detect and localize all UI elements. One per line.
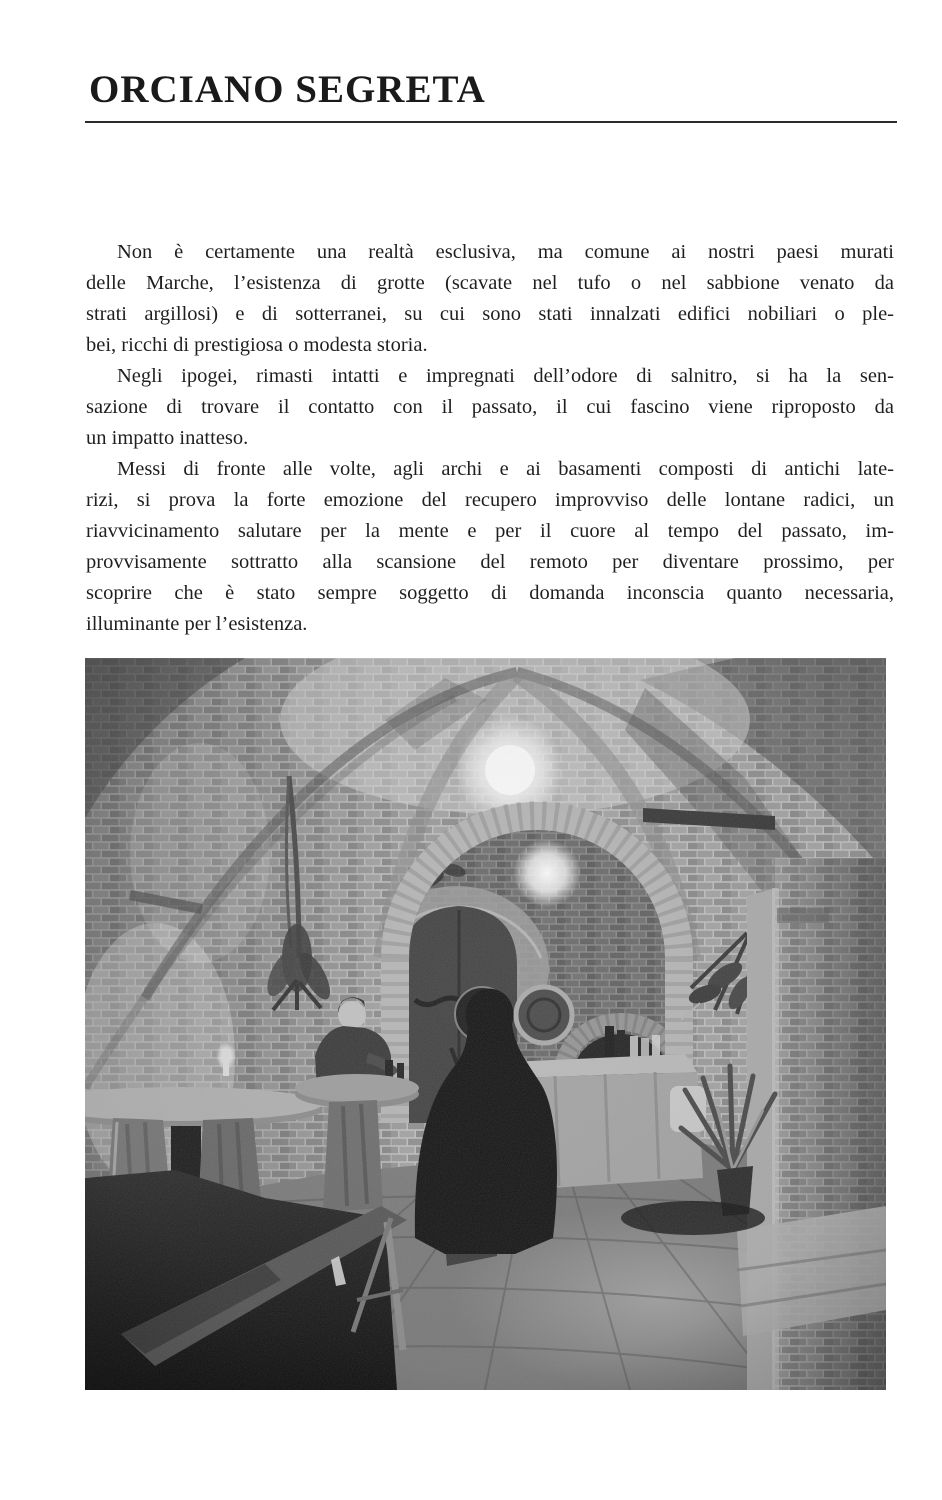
cellar-photo — [85, 658, 886, 1390]
vignette — [85, 658, 886, 1390]
text-line: un impatto inatteso. — [86, 427, 249, 449]
text-line: rizi, si prova la forte emozione del recupero improvviso delle lontane radici, un — [86, 489, 894, 511]
paragraph — [86, 454, 894, 640]
text-line: Non è certamente una realtà esclusiva, ma comune ai nostri paesi murati — [117, 241, 894, 263]
text-line: strati argillosi) e di sotterranei, su cui sono stati innalzati edifici nobiliari o ple- — [86, 303, 894, 325]
text-line: sazione di trovare il contatto con il passato, il cui fascino viene riproposto da — [86, 396, 894, 418]
title-block — [85, 68, 897, 123]
text-line: illuminante per l’esistenza. — [86, 613, 308, 635]
cellar-photo-graphic — [85, 658, 886, 1390]
text-line: bei, ricchi di prestigiosa o modesta storia. — [86, 334, 428, 356]
text-line: Negli ipogei, rimasti intatti e impregnati dell’odore di salnitro, si ha la sen- — [117, 365, 894, 387]
paragraph — [86, 237, 894, 361]
text-line: delle Marche, l’esistenza di grotte (scavate nel tufo o nel sabbione venato da — [86, 272, 894, 294]
text-line: riavvicinamento salutare per la mente e per il cuore al tempo del passato, im- — [86, 520, 894, 542]
body-text — [86, 237, 894, 640]
paragraph — [86, 361, 894, 454]
text-line: scoprire che è stato sempre soggetto di domanda inconscia quanto necessaria, — [86, 582, 894, 604]
page-title: ORCIANO SEGRETA — [85, 68, 897, 123]
text-line: Messi di fronte alle volte, agli archi e ai basamenti composti di antichi late- — [117, 458, 894, 480]
text-line: provvisamente sottratto alla scansione del remoto per diventare prossimo, per — [86, 551, 894, 573]
